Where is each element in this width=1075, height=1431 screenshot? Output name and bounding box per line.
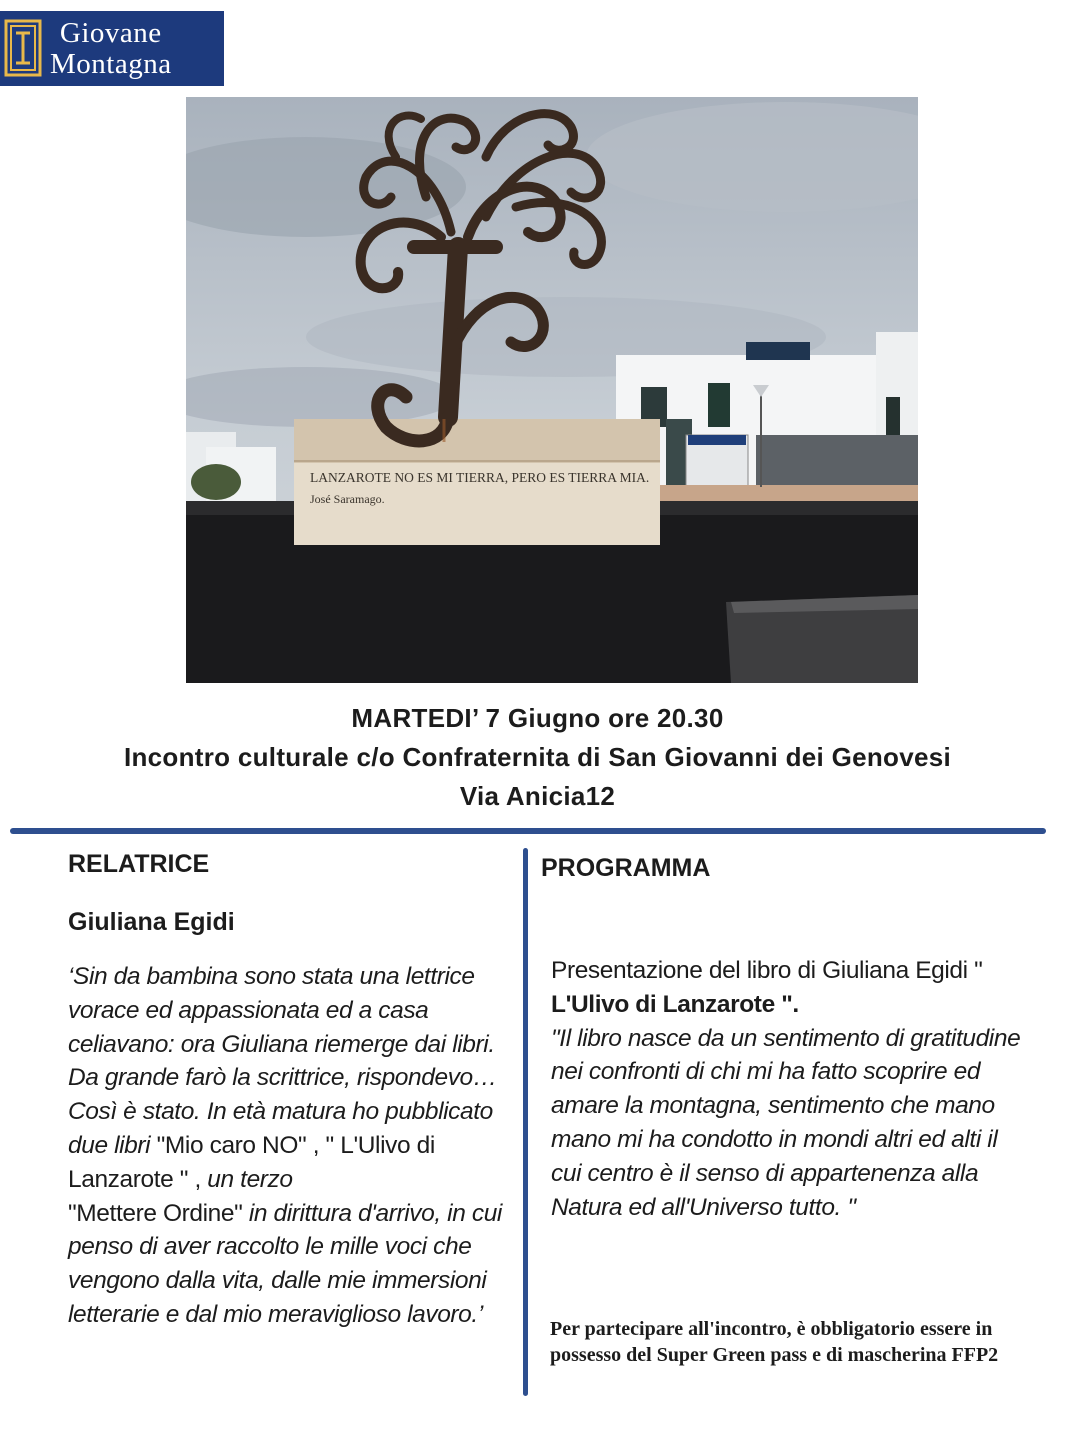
vertical-divider [523, 848, 528, 1396]
bio-part-2: un terzo [200, 1165, 293, 1193]
logo-line2: Montagna [50, 47, 172, 80]
sign-text-2: José Saramago. [310, 492, 385, 506]
logo-text [50, 18, 172, 80]
access-note: Per partecipare all'incontro, è obbligatorio essere in possesso del Super Green pass e di mascherina FFP2 [550, 1318, 999, 1366]
event-date: MARTEDI’ 7 Giugno ore 20.30 [351, 703, 724, 733]
relatrice-bio [68, 960, 518, 1332]
bio-book-3: "Mettere Ordine" [68, 1199, 243, 1227]
giovane-montagna-emblem-icon [2, 11, 44, 86]
relatrice-heading: RELATRICE [68, 850, 210, 878]
programma-intro: Presentazione del libro di Giuliana Egidi " [551, 957, 983, 984]
programma-quote: "Il libro nasce da un sentimento di gratitudine nei confronti di chi mi ha fatto scoprire ed amare la montagna, sentimento che mano mano mi ha condotto in mondi altri ed alti il cui centro è il senso di appartenenza alla Natura ed all'Universo tutto. " [551, 1024, 1021, 1221]
lanzarote-sculpture-photo [186, 97, 918, 683]
sign-text-1: LANZAROTE NO ES MI TIERRA, PERO ES TIERRA MIA. [310, 470, 650, 485]
programma-text [551, 954, 1031, 1224]
event-venue: Incontro culturale c/o Confraternita di San Giovanni dei Genovesi [123, 742, 952, 772]
logo-banner [0, 11, 224, 86]
logo-line1: Giovane [59, 16, 162, 49]
bio-part-3: in dirittura d'arrivo, in cui penso di aver raccolto le mille voci che vengono dalla vita, dalle mie immersioni letterarie e dal mio meraviglioso lavoro.’ [68, 1199, 502, 1328]
horizontal-divider [10, 828, 1046, 834]
bio-part-1: ‘Sin da bambina sono stata una lettrice vorace ed appassionata ed a casa celiavano: ora Giuliana riemerge dai libri. Da grande farò la scrittrice, rispondevo… Così è stato. In età matura ho pubblicato due libri [68, 963, 497, 1159]
programma-book-title: L'Ulivo di Lanzarote ". [551, 990, 799, 1018]
event-address: Via Anicia12 [459, 781, 616, 811]
programma-heading: PROGRAMMA [541, 854, 711, 882]
relatrice-name: Giuliana Egidi [68, 908, 235, 936]
bio-book-1: "Mio caro NO" , " L'Ulivo di Lanzarote " , [68, 1131, 435, 1193]
